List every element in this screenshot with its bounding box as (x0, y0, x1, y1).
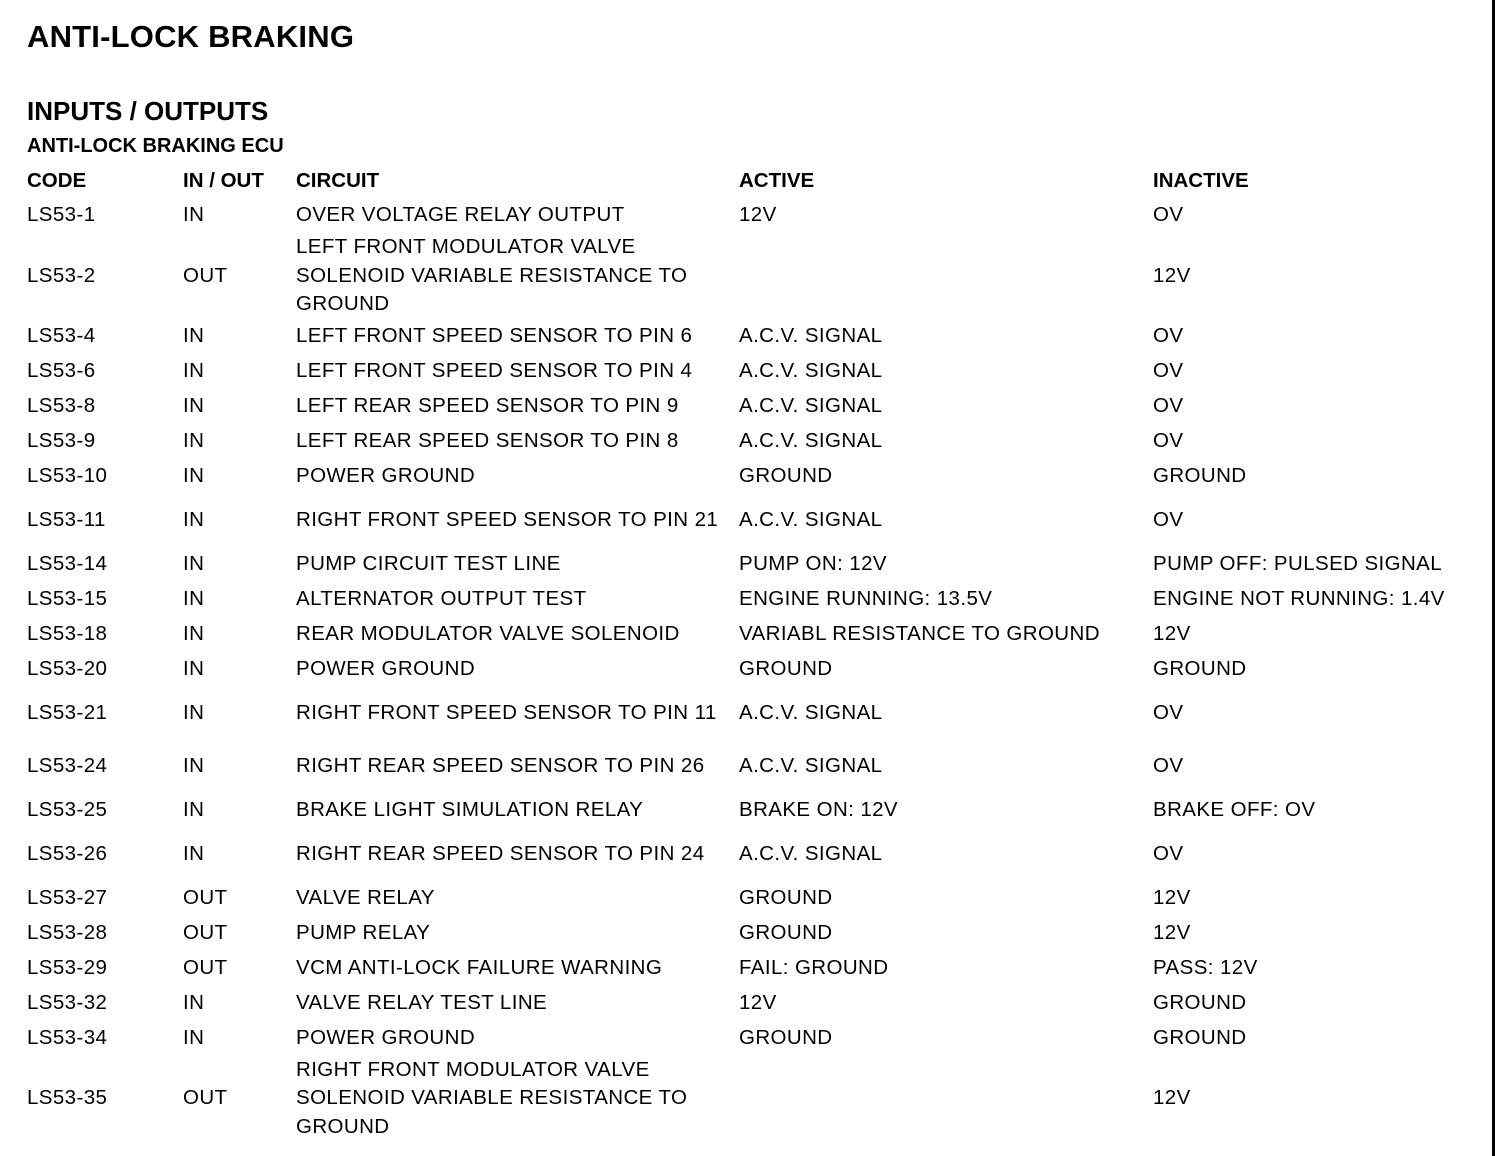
cell-active: BRAKE ON: 12V (739, 797, 899, 821)
cell-active: A.C.V. SIGNAL (739, 753, 883, 777)
cell-inactive: PUMP OFF: PULSED SIGNAL (1153, 551, 1443, 575)
cell-active: GROUND (739, 920, 833, 944)
cell-inactive: GROUND (1153, 1025, 1247, 1049)
cell-code: LS53-4 (27, 323, 96, 347)
cell-code: LS53-27 (27, 885, 108, 909)
page-edge-rule (1492, 0, 1495, 1156)
cell-active: PUMP ON: 12V (739, 551, 887, 575)
cell-active: ENGINE RUNNING: 13.5V (739, 586, 993, 610)
cell-inactive: PASS: 12V (1153, 955, 1258, 979)
table-row (27, 793, 1467, 828)
cell-circuit: VALVE RELAY TEST LINE (296, 990, 548, 1014)
table-row (27, 233, 1467, 319)
cell-io: IN (183, 463, 205, 487)
cell-active: GROUND (739, 656, 833, 680)
column-header-code: CODE (27, 168, 87, 192)
cell-io: IN (183, 428, 205, 452)
cell-circuit: POWER GROUND (296, 656, 476, 680)
cell-inactive: OV (1153, 203, 1184, 227)
cell-active: A.C.V. SIGNAL (739, 358, 883, 382)
cell-inactive: BRAKE OFF: OV (1153, 797, 1316, 821)
column-header-circuit: CIRCUIT (296, 168, 380, 192)
cell-io: IN (183, 753, 205, 777)
cell-circuit: BRAKE LIGHT SIMULATION RELAY (296, 797, 644, 821)
cell-io: IN (183, 393, 205, 417)
cell-io: IN (183, 323, 205, 347)
cell-active: A.C.V. SIGNAL (739, 393, 883, 417)
cell-active: A.C.V. SIGNAL (739, 507, 883, 531)
cell-code: LS53-26 (27, 841, 108, 865)
cell-io: IN (183, 203, 205, 227)
cell-active: FAIL: GROUND (739, 955, 889, 979)
cell-circuit: LEFT FRONT SPEED SENSOR TO PIN 6 (296, 323, 693, 347)
cell-circuit: REAR MODULATOR VALVE SOLENOID (296, 621, 680, 645)
cell-active: GROUND (739, 885, 833, 909)
table-row (27, 389, 1467, 424)
table-row (27, 687, 1467, 740)
cell-circuit: LEFT REAR SPEED SENSOR TO PIN 9 (296, 393, 679, 417)
cell-inactive: 12V (1153, 263, 1191, 287)
cell-active: 12V (739, 203, 777, 227)
column-header-active: ACTIVE (739, 168, 815, 192)
io-table (27, 164, 1467, 1141)
cell-io: OUT (183, 955, 228, 979)
cell-io: OUT (183, 263, 228, 287)
table-row (27, 319, 1467, 354)
cell-circuit: POWER GROUND (296, 463, 476, 487)
cell-io: IN (183, 586, 205, 610)
cell-code: LS53-6 (27, 358, 96, 382)
column-header-io: IN / OUT (183, 168, 264, 192)
cell-code: LS53-15 (27, 586, 108, 610)
cell-circuit: ALTERNATOR OUTPUT TEST (296, 586, 587, 610)
cell-active: A.C.V. SIGNAL (739, 323, 883, 347)
cell-circuit: RIGHT FRONT MODULATOR VALVE SOLENOID VARIABLE RESISTANCE TO GROUND (296, 1057, 688, 1138)
cell-circuit: POWER GROUND (296, 1025, 476, 1049)
table-row (27, 424, 1467, 459)
cell-io: IN (183, 1025, 205, 1049)
page-title: ANTI-LOCK BRAKING (27, 19, 355, 54)
cell-inactive: 12V (1153, 885, 1191, 909)
section-heading: INPUTS / OUTPUTS (27, 96, 269, 126)
cell-code: LS53-1 (27, 203, 96, 227)
table-row (27, 881, 1467, 916)
cell-circuit: VALVE RELAY (296, 885, 435, 909)
cell-active: VARIABL RESISTANCE TO GROUND (739, 621, 1100, 645)
cell-active: A.C.V. SIGNAL (739, 428, 883, 452)
cell-code: LS53-28 (27, 920, 108, 944)
cell-io: IN (183, 841, 205, 865)
table-row (27, 828, 1467, 881)
cell-circuit: LEFT REAR SPEED SENSOR TO PIN 8 (296, 428, 679, 452)
cell-code: LS53-34 (27, 1025, 108, 1049)
table-row (27, 582, 1467, 617)
cell-inactive: 12V (1153, 920, 1191, 944)
table-row (27, 986, 1467, 1021)
table-row (27, 459, 1467, 494)
cell-code: LS53-18 (27, 621, 108, 645)
cell-io: OUT (183, 885, 228, 909)
cell-inactive: OV (1153, 841, 1184, 865)
cell-io: OUT (183, 920, 228, 944)
cell-inactive: ENGINE NOT RUNNING: 1.4V (1153, 586, 1445, 610)
cell-inactive: GROUND (1153, 656, 1247, 680)
cell-code: LS53-32 (27, 990, 108, 1014)
cell-inactive: OV (1153, 358, 1184, 382)
cell-inactive: OV (1153, 323, 1184, 347)
cell-circuit: RIGHT FRONT SPEED SENSOR TO PIN 21 (296, 507, 719, 531)
table-row (27, 547, 1467, 582)
cell-circuit: RIGHT REAR SPEED SENSOR TO PIN 24 (296, 841, 705, 865)
table-row (27, 494, 1467, 547)
cell-inactive: OV (1153, 753, 1184, 777)
cell-io: IN (183, 797, 205, 821)
cell-active (739, 233, 1153, 319)
cell-code: LS53-10 (27, 463, 108, 487)
cell-code: LS53-11 (27, 507, 106, 531)
table-row (27, 354, 1467, 389)
cell-circuit: LEFT FRONT SPEED SENSOR TO PIN 4 (296, 358, 693, 382)
cell-inactive: OV (1153, 393, 1184, 417)
cell-inactive: OV (1153, 507, 1184, 531)
cell-io: IN (183, 700, 205, 724)
cell-code: LS53-21 (27, 700, 108, 724)
table-row (27, 198, 1467, 233)
cell-active: GROUND (739, 1025, 833, 1049)
cell-circuit: PUMP RELAY (296, 920, 431, 944)
table-row (27, 951, 1467, 986)
cell-io: OUT (183, 1086, 228, 1109)
table-header-row (27, 164, 1467, 198)
cell-inactive: OV (1153, 428, 1184, 452)
cell-code: LS53-35 (27, 1086, 108, 1109)
cell-code: LS53-9 (27, 428, 96, 452)
cell-circuit: RIGHT FRONT SPEED SENSOR TO PIN 11 (296, 700, 717, 724)
cell-inactive: GROUND (1153, 990, 1247, 1014)
cell-io: IN (183, 656, 205, 680)
cell-code: LS53-24 (27, 753, 108, 777)
table-row (27, 1021, 1467, 1056)
cell-circuit: VCM ANTI-LOCK FAILURE WARNING (296, 955, 663, 979)
table-row (27, 916, 1467, 951)
cell-code: LS53-25 (27, 797, 108, 821)
cell-io: IN (183, 358, 205, 382)
table-row (27, 652, 1467, 687)
cell-inactive: OV (1153, 700, 1184, 724)
cell-io: IN (183, 507, 205, 531)
cell-io: IN (183, 551, 205, 575)
cell-inactive: 12V (1153, 1086, 1191, 1109)
cell-io: IN (183, 990, 205, 1014)
cell-circuit: RIGHT REAR SPEED SENSOR TO PIN 26 (296, 753, 705, 777)
cell-code: LS53-20 (27, 656, 108, 680)
cell-inactive: 12V (1153, 621, 1191, 645)
cell-code: LS53-8 (27, 393, 96, 417)
table-row (27, 617, 1467, 652)
cell-code: LS53-14 (27, 551, 108, 575)
cell-active: 12V (739, 990, 777, 1014)
cell-active: A.C.V. SIGNAL (739, 700, 883, 724)
subsection-heading: ANTI-LOCK BRAKING ECU (27, 135, 284, 157)
cell-circuit: OVER VOLTAGE RELAY OUTPUT (296, 203, 625, 227)
column-header-inactive: INACTIVE (1153, 168, 1249, 192)
cell-active (739, 1056, 1153, 1142)
cell-circuit: LEFT FRONT MODULATOR VALVE SOLENOID VARIABLE RESISTANCE TO GROUND (296, 235, 688, 315)
cell-active: A.C.V. SIGNAL (739, 841, 883, 865)
cell-inactive: GROUND (1153, 463, 1247, 487)
cell-code: LS53-2 (27, 263, 96, 287)
table-row (27, 740, 1467, 793)
table-row (27, 1056, 1467, 1142)
cell-code: LS53-29 (27, 955, 108, 979)
cell-circuit: PUMP CIRCUIT TEST LINE (296, 551, 561, 575)
cell-active: GROUND (739, 463, 833, 487)
cell-io: IN (183, 621, 205, 645)
